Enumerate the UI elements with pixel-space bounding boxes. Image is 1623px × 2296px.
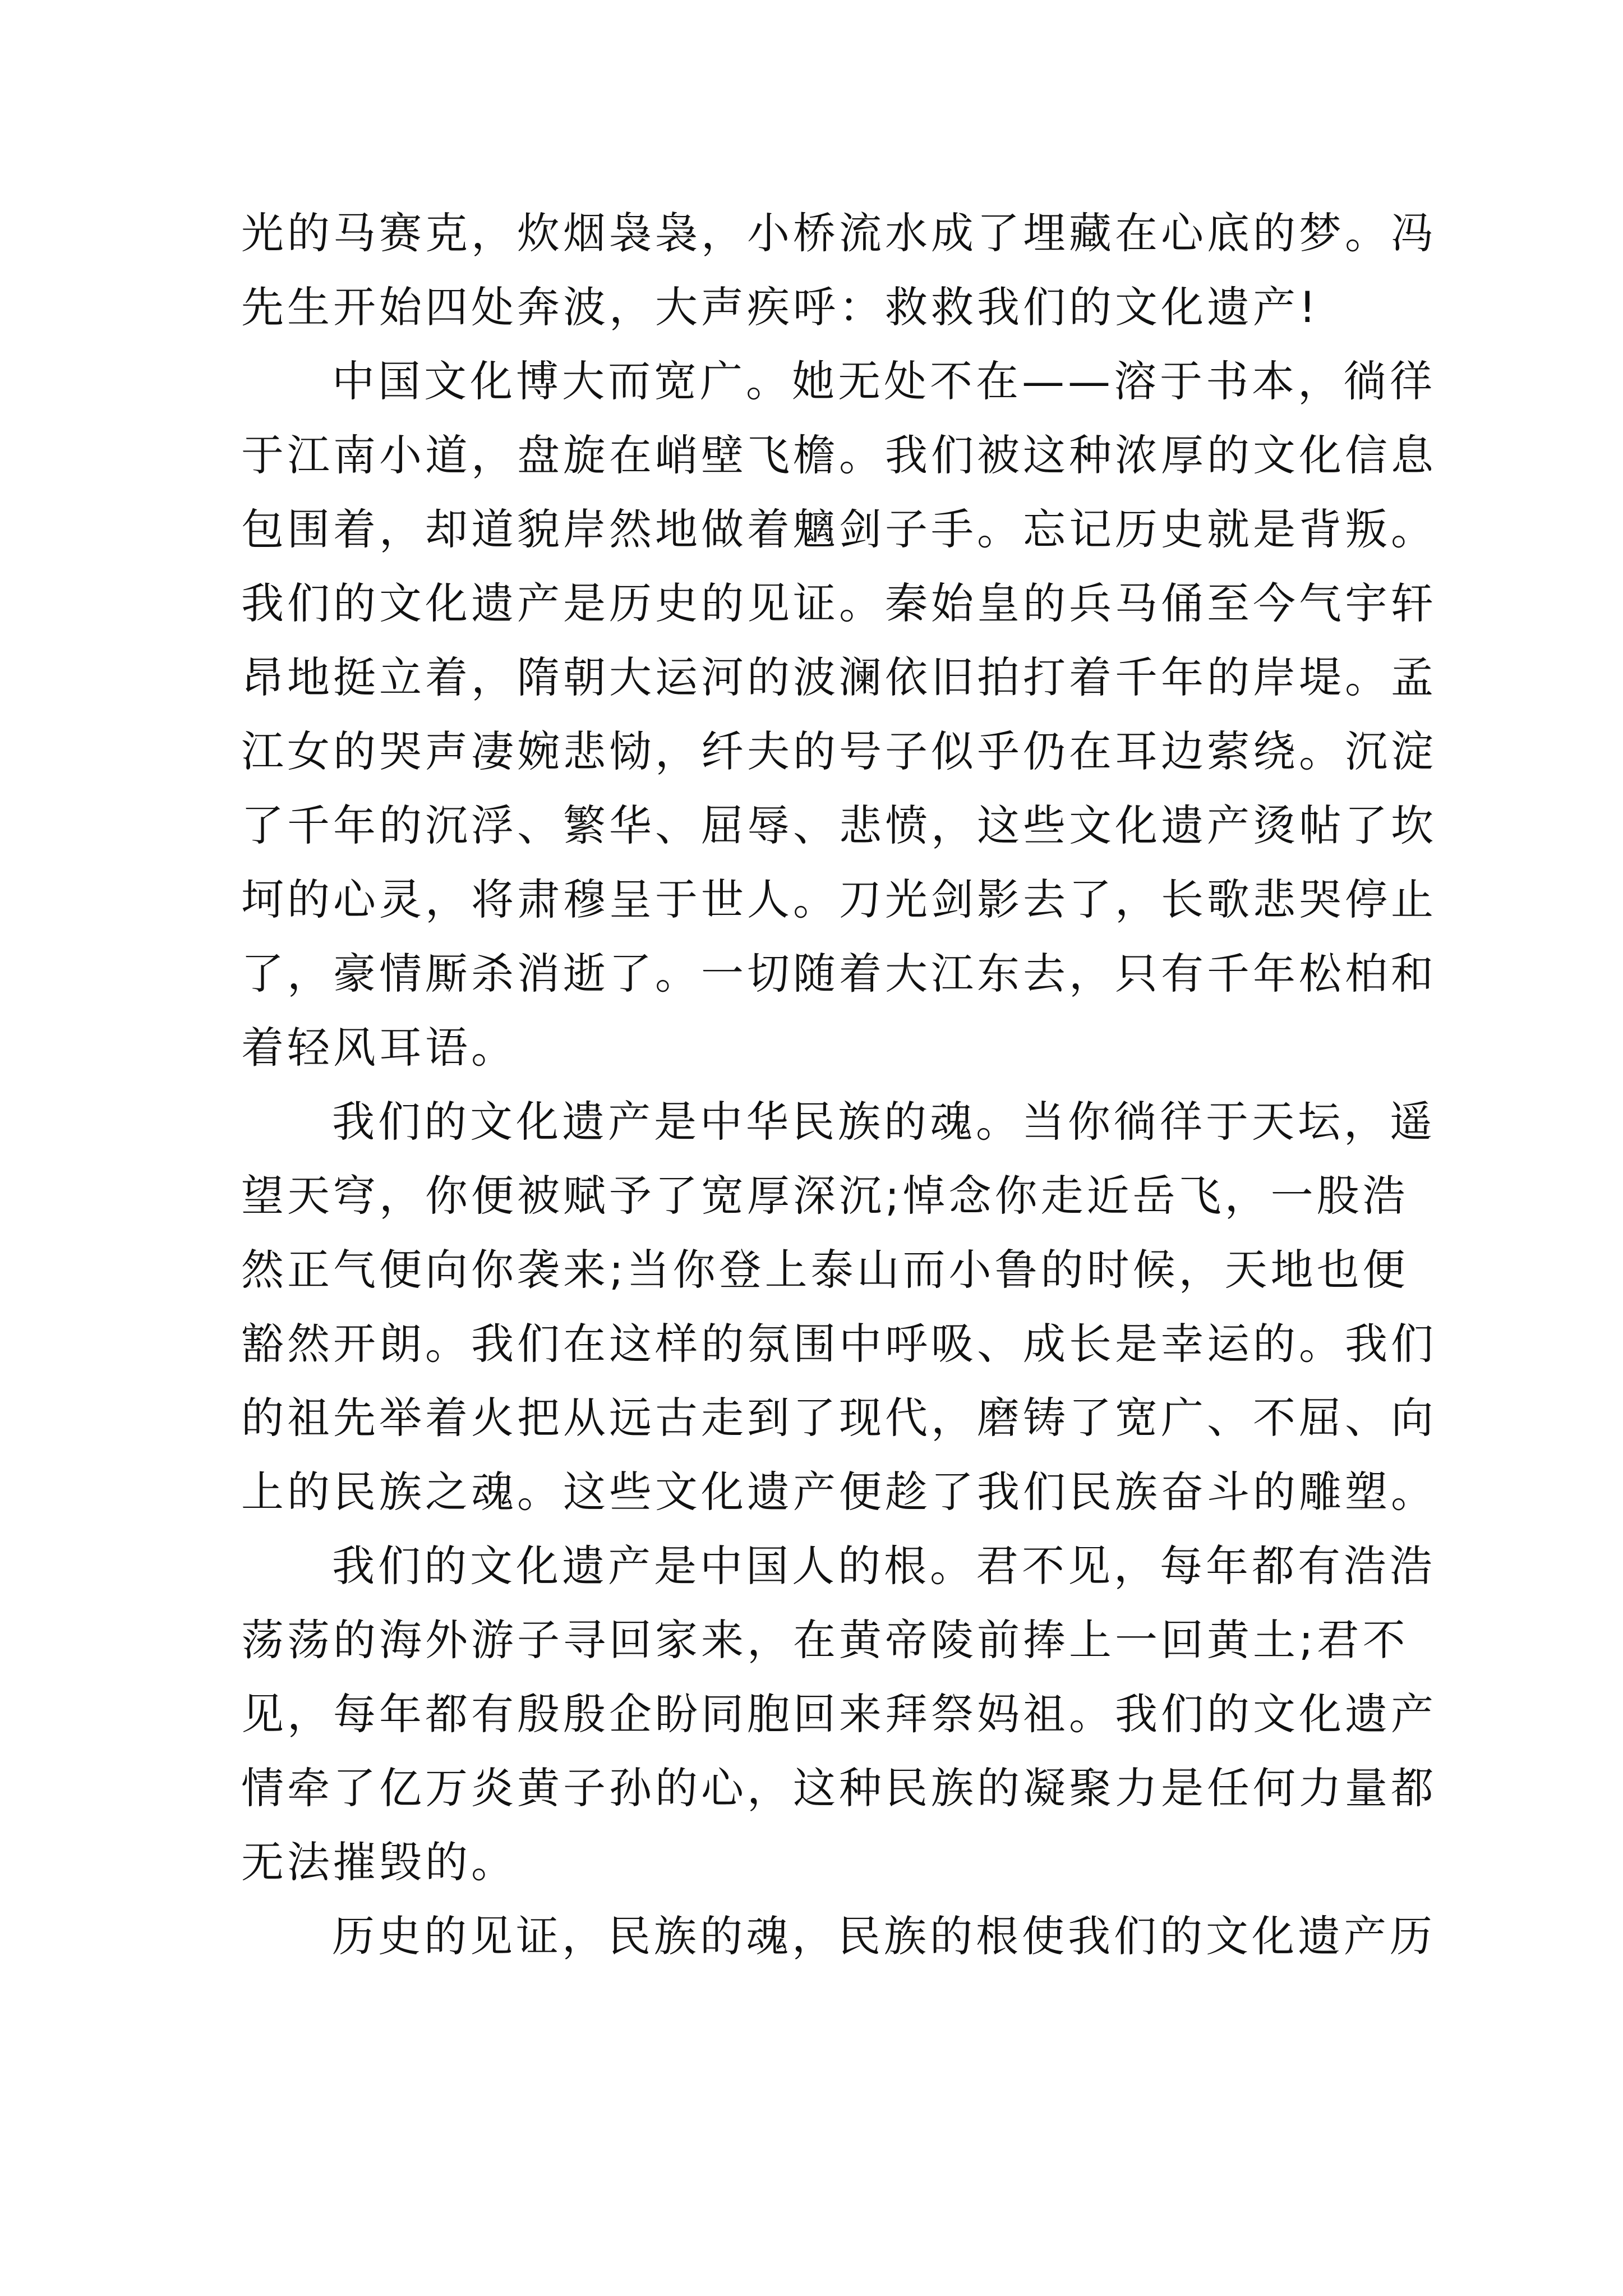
paragraph-line: 然正气便向你袭来;当你登上泰山而小鲁的时候，天地也便 [241,1245,1409,1295]
paragraph-line: 上的民族之魂。这些文化遗产便趁了我们民族奋斗的雕塑。 [241,1467,1437,1517]
paragraph-line: 先生开始四处奔波，大声疾呼：救救我们的文化遗产! [241,282,1320,332]
paragraph-first-line: 我们的文化遗产是中华民族的魂。当你徜徉于天坛，遥 [332,1097,1436,1147]
paragraph-line: 光的马赛克，炊烟袅袅，小桥流水成了埋藏在心底的梦。冯 [241,208,1437,258]
paragraph-line: 于江南小道，盘旋在峭壁飞檐。我们被这种浓厚的文化信息 [241,430,1437,480]
paragraph-line: 豁然开朗。我们在这样的氛围中呼吸、成长是幸运的。我们 [241,1319,1437,1369]
paragraph-line: 了千年的沉浮、繁华、屈辱、悲愤，这些文化遗产烫帖了坎 [241,800,1437,850]
paragraph-line: 了，豪情厮杀消逝了。一切随着大江东去，只有千年松柏和 [241,949,1437,999]
paragraph-line: 见，每年都有殷殷企盼同胞回来拜祭妈祖。我们的文化遗产 [241,1689,1437,1739]
paragraph-first-line: 历史的见证，民族的魂，民族的根使我们的文化遗产历 [332,1911,1436,1961]
paragraph-line: 我们的文化遗产是历史的见证。秦始皇的兵马俑至今气宇轩 [241,578,1437,628]
paragraph-line: 江女的哭声凄婉悲恸，纤夫的号子似乎仍在耳边萦绕。沉淀 [241,726,1437,776]
paragraph-line: 情牵了亿万炎黄子孙的心，这种民族的凝聚力是任何力量都 [241,1763,1437,1813]
essay-body [241,196,1437,1973]
paragraph-line: 无法摧毁的。 [241,1837,517,1887]
paragraph-line: 的祖先举着火把从远古走到了现代，磨铸了宽广、不屈、向 [241,1393,1437,1443]
paragraph-line: 坷的心灵，将肃穆呈于世人。刀光剑影去了，长歌悲哭停止 [241,875,1437,924]
paragraph-first-line: 我们的文化遗产是中国人的根。君不见，每年都有浩浩 [332,1541,1436,1591]
paragraph-line: 包围着，却道貌岸然地做着魑剑子手。忘记历史就是背叛。 [241,504,1437,554]
paragraph-line: 昂地挺立着，隋朝大运河的波澜依旧拍打着千年的岸堤。孟 [241,652,1437,702]
paragraph-line: 着轻风耳语。 [241,1023,517,1073]
paragraph-first-line: 中国文化博大而宽广。她无处不在——溶于书本，徜徉 [332,356,1436,406]
paragraph-line: 荡荡的海外游子寻回家来，在黄帝陵前捧上一回黄土;君不 [241,1615,1409,1665]
paragraph-line: 望天穹，你便被赋予了宽厚深沉;悼念你走近岳飞，一股浩 [241,1171,1409,1221]
